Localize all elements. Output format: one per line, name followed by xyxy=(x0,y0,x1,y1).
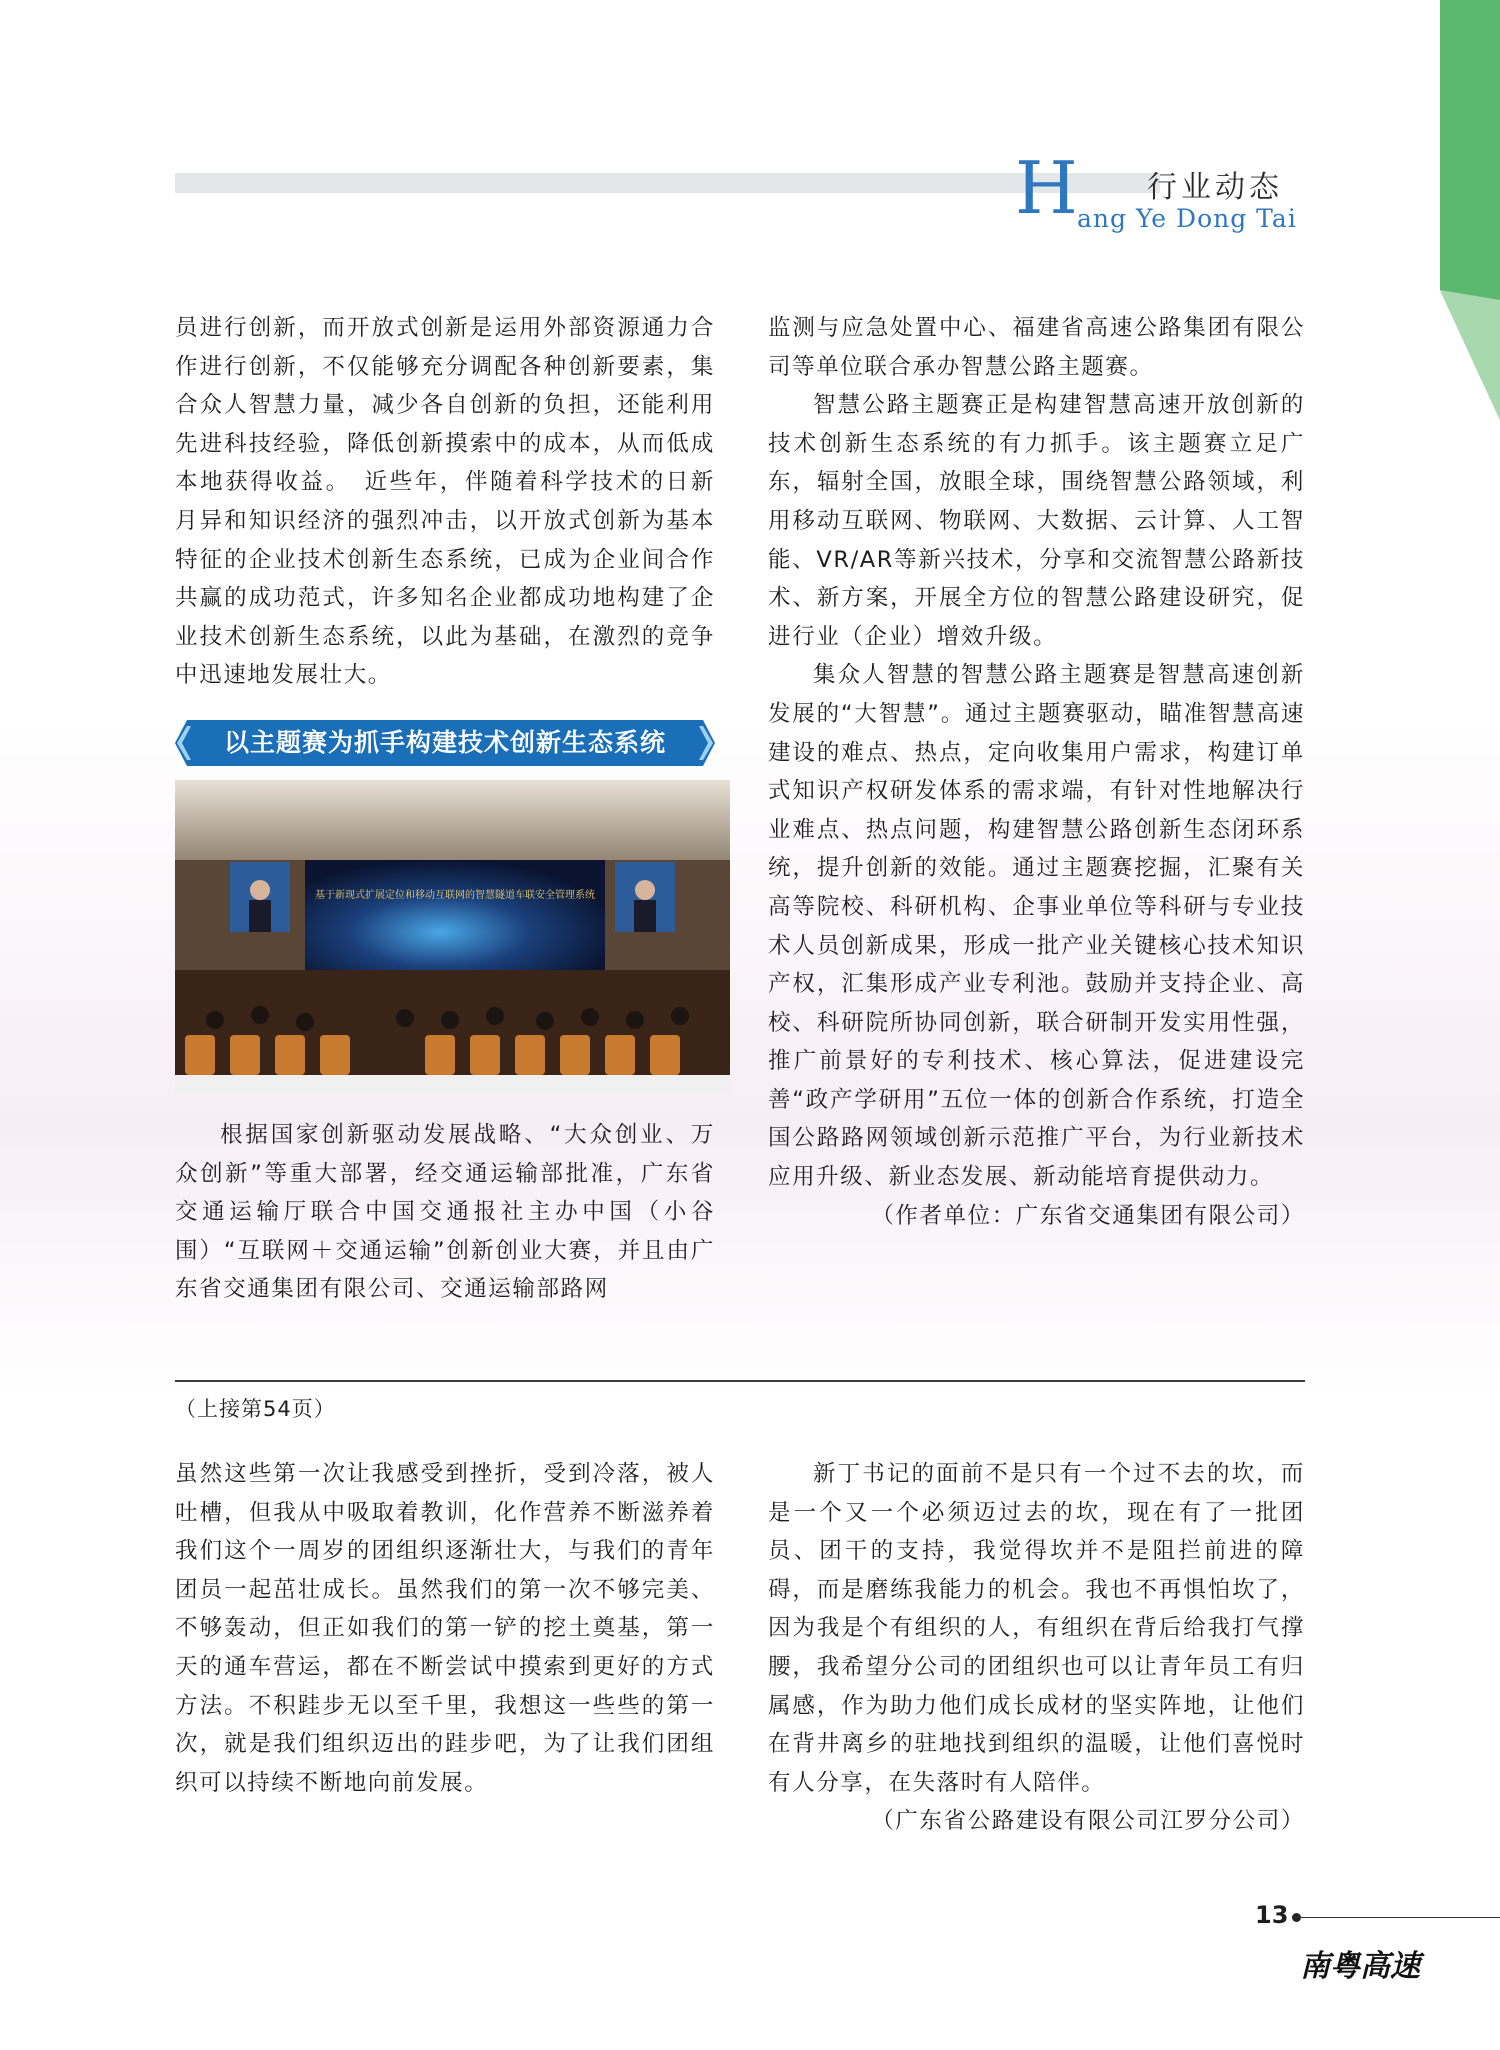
article2-left xyxy=(175,1455,715,1802)
magazine-logo xyxy=(1300,1940,1425,1988)
article-paragraph: 集众人智慧的智慧公路主题赛是智慧高速创新发展的“大智慧”。通过主题赛驱动，瞄准智慧高速建设的难点、热点，定向收集用户需求，构建订单式知识产权研发体系的需求端，有针对性地解决行业难点、热点问题，构建智慧公路创新生态闭环系统，提升创新的效能。通过主题赛挖掘，汇聚有关高等院校、科研机构、企事业单位等科研与专业技术人员创新成果，形成一批产业关键核心技术知识产权，汇集形成产业专利池。鼓励并支持企业、高校、科研院所协同创新，联合研制开发实用性强，推广前景好的专利技术、核心算法，促进建设完善“政产学研用”五位一体的创新合作系统，打造全国公路路网领域创新示范推广平台，为行业新技术应用升级、新业态发展、新动能培育提供动力。 xyxy=(768,662,1305,1191)
page-number: 13 xyxy=(1255,1901,1289,1929)
author-credit: （广东省公路建设有限公司江罗分公司） xyxy=(871,1808,1305,1835)
article-paragraph: 根据国家创新驱动发展战略、“大众创业、万众创新”等重大部署，经交通运输部批准，广东省交通运输厅联合中国交通报社主办中国（小谷围）“互联网＋交通运输”创新创业大赛，并且由广东省交通集团有限公司、交通运输部路网 xyxy=(175,1122,715,1303)
article1-left-top xyxy=(175,309,715,695)
section-initial: H xyxy=(1015,146,1078,230)
article-paragraph: 新丁书记的面前不是只有一个过不去的坎，而是一个又一个必须迈过去的坎，现在有了一批团员、团干的支持，我觉得坎并不是阻拦前进的障碍，而是磨练我能力的机会。我也不再惧怕坎了，因为我是个有组织的人，有组织在背后给我打气撑腰，我希望分公司的团组织也可以让青年员工有归属感，作为助力他们成长成材的坚实阵地，让他们在背井离乡的驻地找到组织的温暖，让他们喜悦时有人分享，在失落时有人陪伴。 xyxy=(768,1461,1305,1796)
screen-title: 基于新现式扩展定位和移动互联网的智慧隧道车联安全管理系统 xyxy=(315,890,595,901)
article1-left-bottom xyxy=(175,1116,715,1309)
section-pinyin: ang Ye Dong Tai xyxy=(1077,204,1297,233)
banner-title: 以主题赛为抓手构建技术创新生态系统 xyxy=(223,728,666,757)
header-bar xyxy=(175,173,1160,193)
section-title: 行业动态 xyxy=(1147,170,1283,205)
article-paragraph: 虽然这些第一次让我感受到挫折，受到冷落，被人吐槽，但我从中吸取着教训，化作营养不断滋养着我们这个一周岁的团组织逐渐壮大，与我们的青年团员一起茁壮成长。虽然我们的第一次不够完美、不够轰动，但正如我们的第一铲的挖土奠基，第一天的通车营运，都在不断尝试中摸索到更好的方式方法。不积跬步无以至千里，我想这一些些的第一次，就是我们组织迈出的跬步吧，为了让我们团组织可以持续不断地向前发展。 xyxy=(175,1461,715,1796)
article2-right xyxy=(768,1455,1305,1841)
article-paragraph: 监测与应急处置中心、福建省高速公路集团有限公司等单位联合承办智慧公路主题赛。 xyxy=(768,315,1305,380)
conference-photo xyxy=(175,780,730,1095)
article-paragraph: 智慧公路主题赛正是构建智慧高速开放创新的技术创新生态系统的有力抓手。该主题赛立足广东，辐射全国，放眼全球，围绕智慧公路领域，利用移动互联网、物联网、大数据、云计算、人工智能、VR/AR等新兴技术，分享和交流智慧公路新技术、新方案，开展全方位的智慧公路建设研究，促进行业（企业）增效升级。 xyxy=(768,392,1305,650)
author-credit: （作者单位：广东省交通集团有限公司） xyxy=(871,1202,1305,1229)
footer-rule xyxy=(1295,1917,1500,1918)
corner-decoration xyxy=(1440,0,1500,420)
continued-from-label: （上接第54页） xyxy=(175,1397,336,1421)
section-divider xyxy=(175,1380,1305,1382)
article1-right xyxy=(768,309,1305,1235)
svg-text:南粤高速: 南粤高速 xyxy=(1300,1949,1420,1984)
article-paragraph: 员进行创新，而开放式创新是运用外部资源通力合作进行创新，不仅能够充分调配各种创新要素，集合众人智慧力量，减少各自创新的负担，还能利用先进科技经验，降低创新摸索中的成本，从而低成本地获得收益。 近些年，伴随着科学技术的日新月异和知识经济的强烈冲击，以开放式创新为基本特征的企业技术创新生态系统，已成为企业间合作共赢的成功范式，许多知名企业都成功地构建了企业技术创新生态系统，以此为基础，在激烈的竞争中迅速地发展壮大。 xyxy=(175,315,715,689)
section-header xyxy=(1015,146,1310,234)
